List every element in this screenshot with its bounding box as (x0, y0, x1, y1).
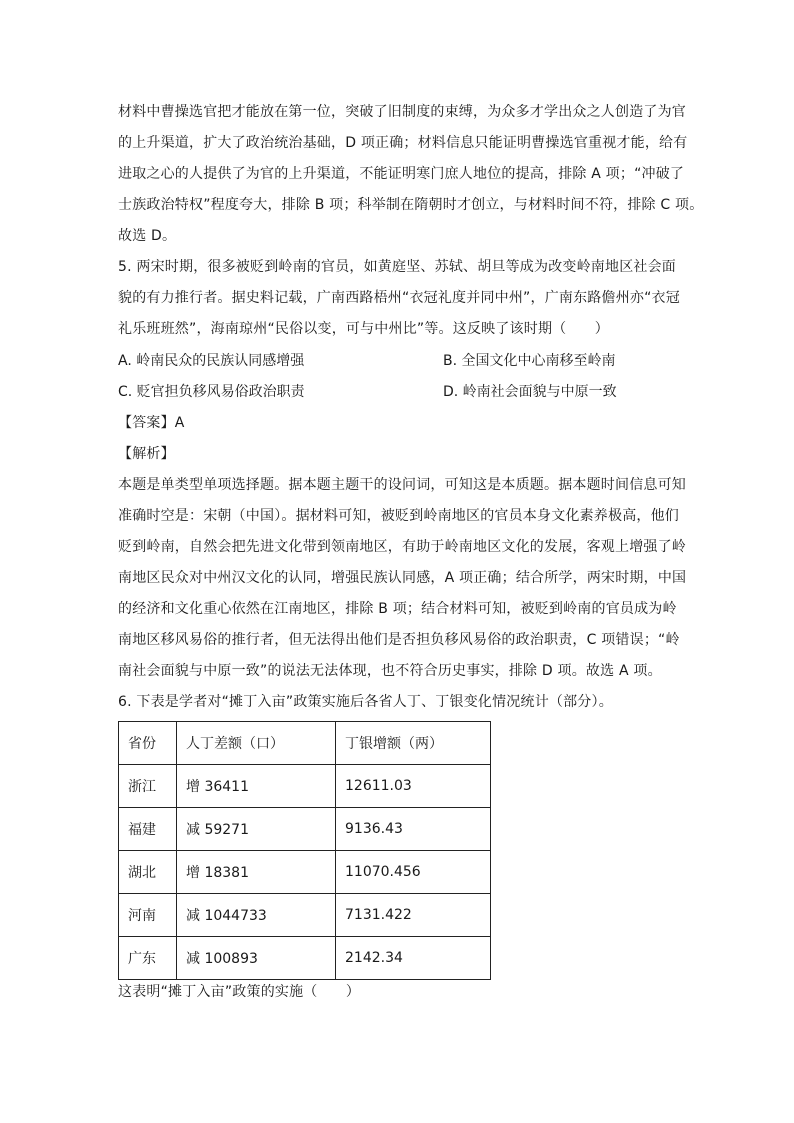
table-cell-silver-increase: 2142.34 (336, 937, 491, 980)
q5-analysis-line: 南地区移风易俗的推行者，但无法得出他们是否担负移风易俗的政治职责，C 项错误；“岭 (118, 632, 680, 648)
table-cell-province: 河南 (119, 894, 177, 937)
prev-analysis-line: 士族政治特权”程度夸大，排除 B 项；科举制在隋朝时才创立，与材料时间不符，排除 C 项。 (118, 197, 704, 213)
q5-analysis-line: 南社会面貌与中原一致”的说法无法体现，也不符合历史事实，排除 D 项。故选 A 项。 (118, 663, 662, 679)
table-cell-silver-increase: 11070.456 (336, 851, 491, 894)
q5-stem-line: 礼乐班班然”，海南琼州“民俗以变，可与中州比”等。这反映了该时期（ ） (118, 321, 609, 337)
table-row (119, 808, 491, 851)
q6-stem: 6. 下表是学者对“摊丁入亩”政策实施后各省人丁、丁银变化情况统计（部分）。 (118, 694, 613, 710)
table-cell-silver-increase: 9136.43 (336, 808, 491, 851)
table-header-row (119, 722, 491, 765)
q5-stem-line: 貌的有力推行者。据史料记载，广南西路梧州“衣冠礼度并同中州”，广南东路儋州亦“衣冠 (118, 290, 680, 306)
q6-data-table (118, 721, 491, 980)
table-cell-province: 湖北 (119, 851, 177, 894)
table-cell-population-diff: 减 1044733 (177, 894, 336, 937)
prev-analysis-line: 进取之心的人提供了为官的上升渠道，不能证明寒门庶人地位的提高，排除 A 项；“冲破了 (118, 166, 685, 182)
table-cell-population-diff: 增 36411 (177, 765, 336, 808)
q5-analysis-line: 准确时空是：宋朝（中国）。据材料可知，被贬到岭南地区的官员本身文化素养极高，他们 (118, 508, 679, 524)
table-cell-province: 浙江 (119, 765, 177, 808)
q5-stem-line: 5. 两宋时期，很多被贬到岭南的官员，如黄庭坚、苏轼、胡旦等成为改变岭南地区社会面 (118, 259, 677, 275)
q5-answer: 【答案】A (118, 415, 185, 431)
q5-option-d: D. 岭南社会面貌与中原一致 (443, 384, 617, 400)
table-cell-population-diff: 减 100893 (177, 937, 336, 980)
table-cell-province: 广东 (119, 937, 177, 980)
table-cell-silver-increase: 12611.03 (336, 765, 491, 808)
table-row (119, 851, 491, 894)
q5-analysis-line: 贬到岭南，自然会把先进文化带到领南地区，有助于岭南地区文化的发展，客观上增强了岭 (118, 539, 686, 555)
table-cell-province: 福建 (119, 808, 177, 851)
table-cell-silver-increase: 7131.422 (336, 894, 491, 937)
table-header-cell: 丁银增额（两） (336, 722, 491, 765)
q5-analysis-heading: 【解析】 (118, 446, 175, 462)
table-cell-population-diff: 增 18381 (177, 851, 336, 894)
q5-analysis-line: 的经济和文化重心依然在江南地区，排除 B 项；结合材料可知，被贬到岭南的官员成为岭 (118, 601, 677, 617)
q5-option-b: B. 全国文化中心南移至岭南 (443, 353, 616, 369)
q5-analysis-line: 南地区民众对中州汉文化的认同，增强民族认同感，A 项正确；结合所学，两宋时期，中国 (118, 570, 687, 586)
table-header-cell: 人丁差额（口） (177, 722, 336, 765)
q6-followup: 这表明“摊丁入亩”政策的实施（ ） (118, 984, 361, 1000)
q5-analysis-line: 本题是单类型单项选择题。据本题主题干的设问词，可知这是本质题。据本题时间信息可知 (118, 477, 686, 493)
prev-analysis-line: 故选 D。 (118, 228, 177, 244)
prev-analysis-line: 材料中曹操选官把才能放在第一位，突破了旧制度的束缚，为众多才学出众之人创造了为官 (118, 104, 686, 120)
q5-option-a: A. 岭南民众的民族认同感增强 (118, 353, 305, 369)
prev-analysis-line: 的上升渠道，扩大了政治统治基础，D 项正确；材料信息只能证明曹操选官重视才能，给有 (118, 135, 688, 151)
table-row (119, 894, 491, 937)
table-row (119, 765, 491, 808)
table-row (119, 937, 491, 980)
table-cell-population-diff: 减 59271 (177, 808, 336, 851)
table-header-cell: 省份 (119, 722, 177, 765)
q5-option-c: C. 贬官担负移风易俗政治职责 (118, 384, 305, 400)
